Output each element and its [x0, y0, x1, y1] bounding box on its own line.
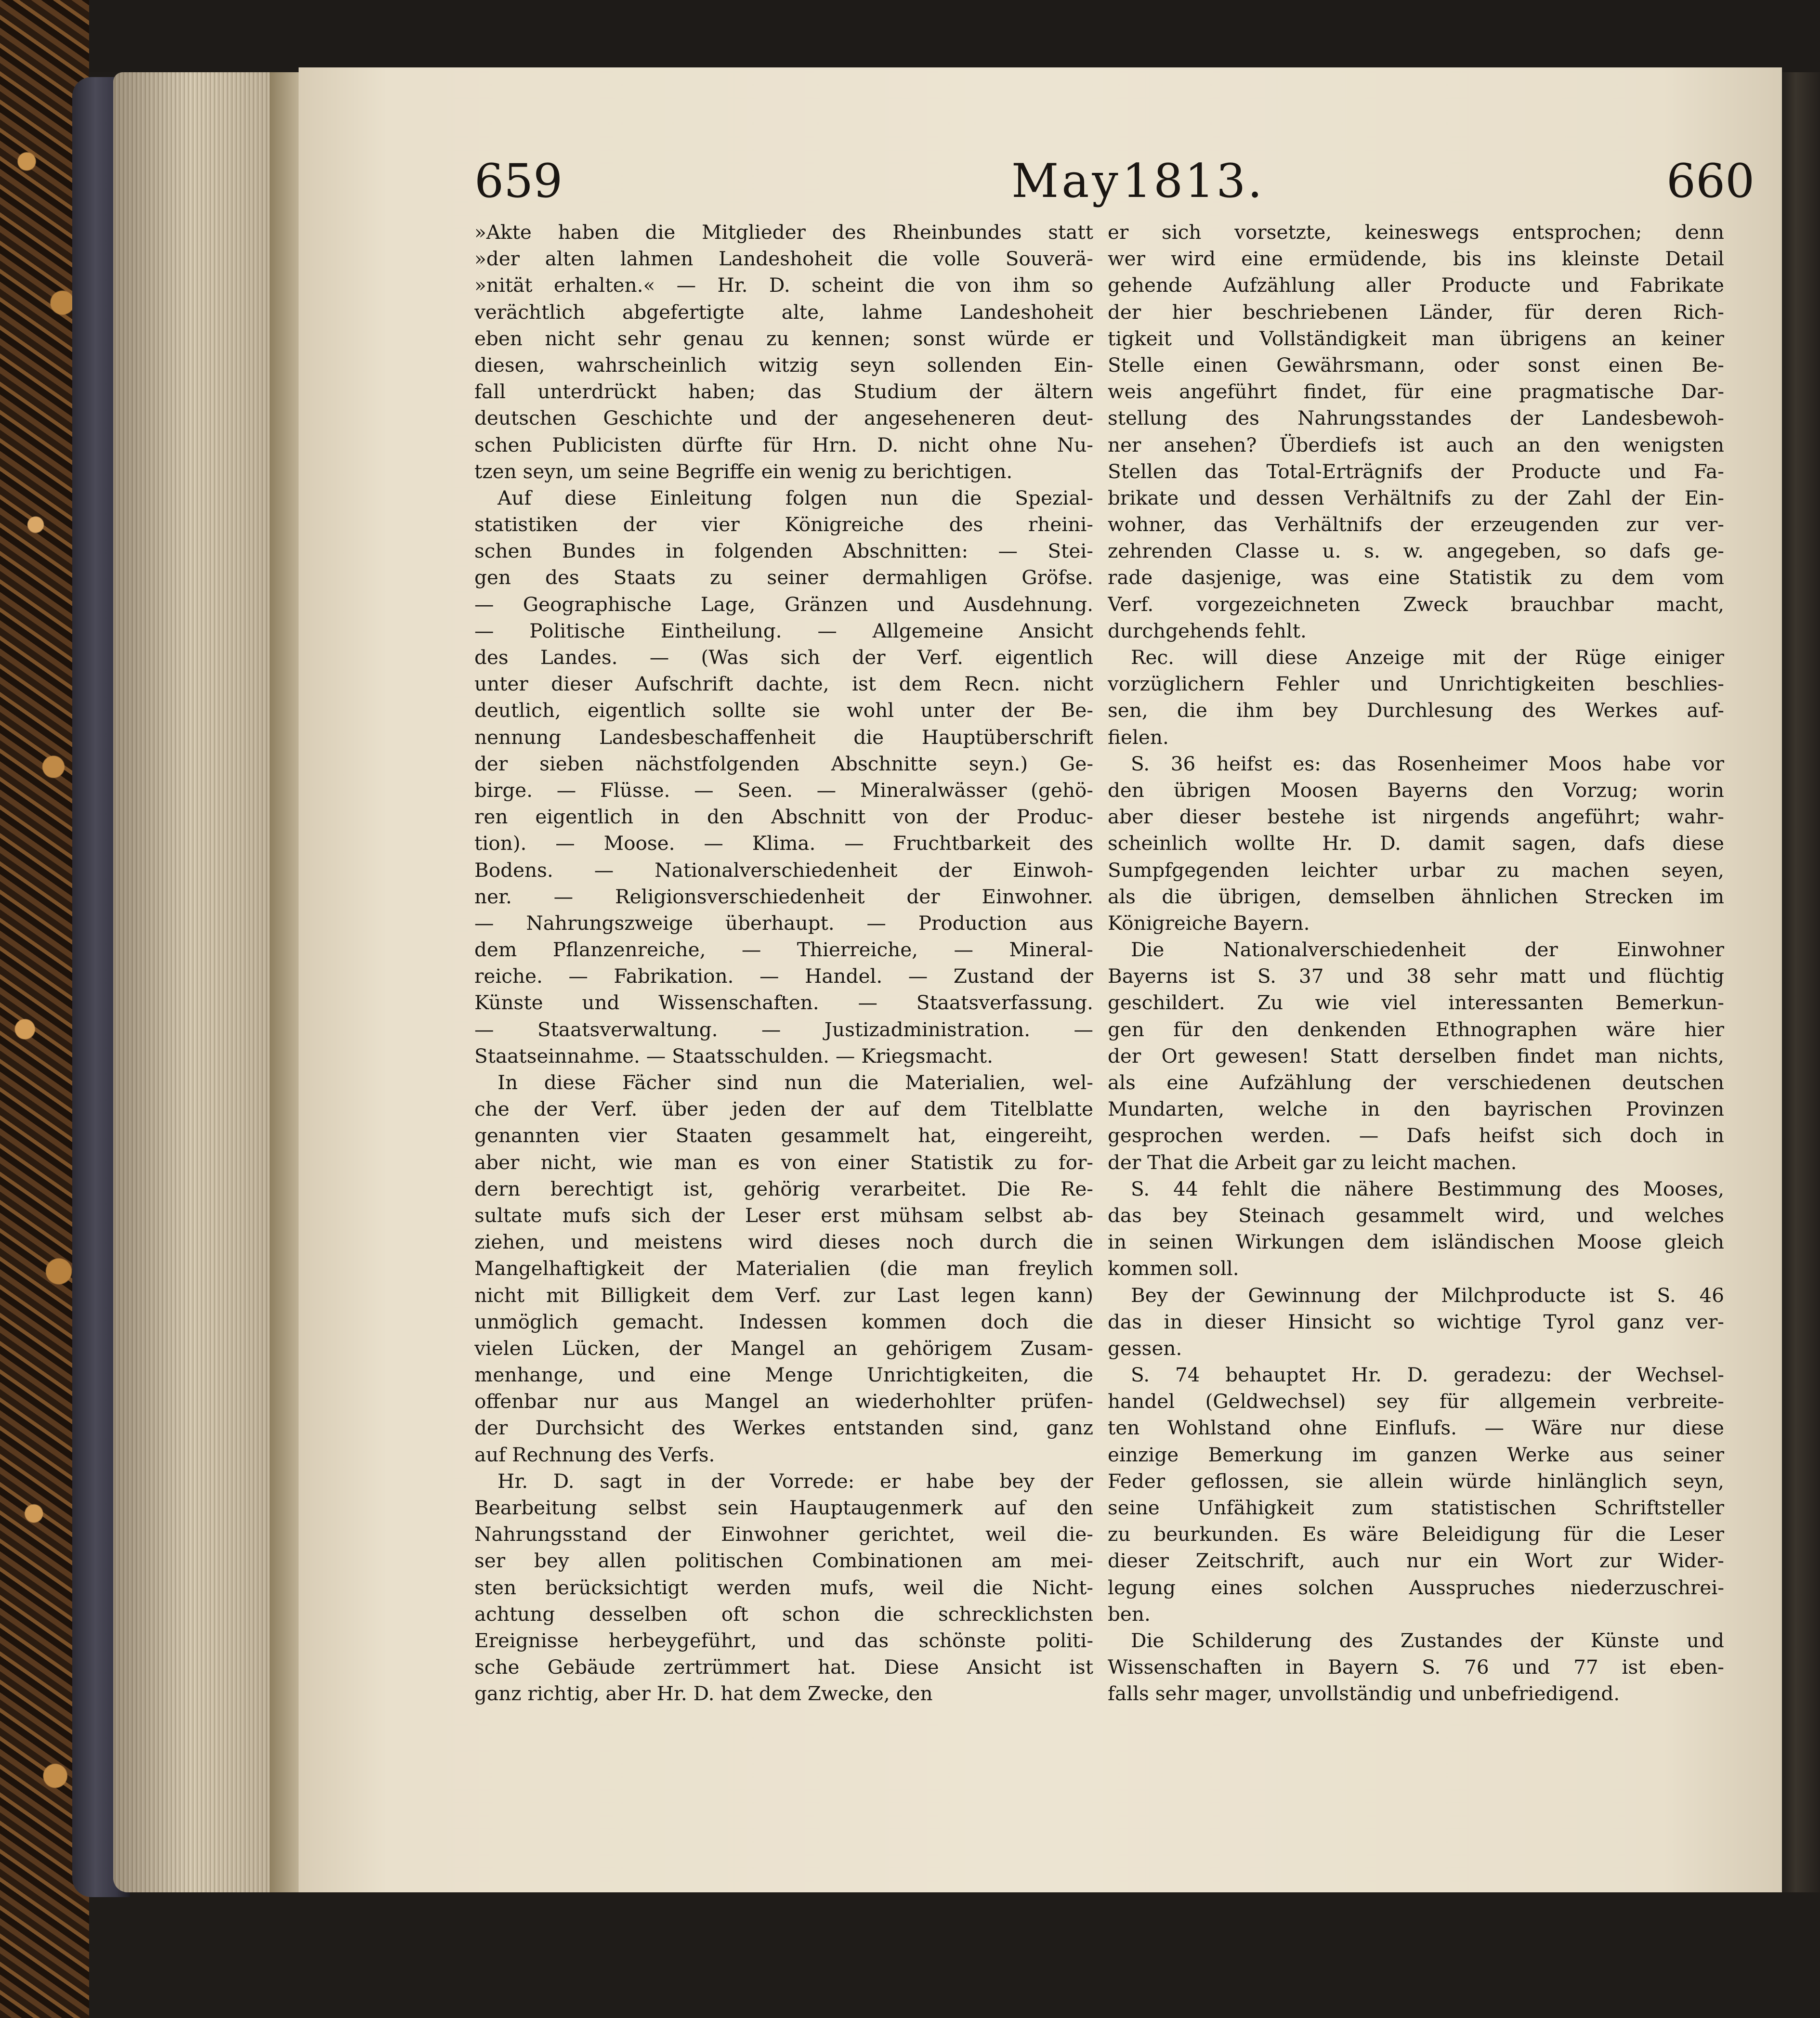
text-line: Die Schilderung des Zustandes der Künste und [1131, 1628, 1724, 1652]
text-line: aber dieser bestehe ist nirgends angeführt; wahr- [1108, 805, 1724, 829]
text-line: Die Nationalverschiedenheit der Einwohner [1131, 938, 1724, 962]
text-line: statistiken der vier Königreiche des rheini- [474, 513, 1093, 536]
right-page-edge [1780, 72, 1820, 1892]
text-line: deutlich, eigentlich sollte sie wohl unter der Be- [474, 699, 1093, 722]
text-line: tion). — Moose. — Klima. — Fruchtbarkeit des [474, 832, 1093, 855]
text-line: genannten vier Staaten gesammelt hat, eingereiht, [474, 1124, 1093, 1147]
text-line: unter dieser Aufschrift dachte, ist dem Recn. nicht [474, 672, 1093, 696]
header-year: 1813. [1122, 154, 1264, 208]
text-line: ren eigentlich in den Abschnitt von der Produc- [474, 805, 1093, 829]
text-line: Staatseinnahme. — Staatsschulden. — Kriegsmacht. [474, 1044, 993, 1068]
text-line: »nität erhalten.« — Hr. D. scheint die von ihm so [474, 273, 1093, 297]
text-line: wer wird eine ermüdende, bis ins kleinste Detail [1108, 247, 1724, 271]
text-line: des Landes. — (Was sich der Verf. eigentlich [474, 646, 1093, 669]
text-line: sen, die ihm bey Durchlesung des Werkes auf- [1108, 699, 1724, 722]
text-line: der Durchsicht des Werkes entstanden sind, ganz [474, 1416, 1093, 1440]
text-line: scheinlich wollte Hr. D. damit sagen, dafs diese [1108, 832, 1724, 855]
text-line: nennung Landesbeschaffenheit die Hauptüberschrift [474, 725, 1093, 749]
text-line: stellung des Nahrungsstandes der Landesbewoh- [1108, 406, 1724, 430]
text-line: S. 36 heifst es: das Rosenheimer Moos habe vor [1131, 752, 1724, 775]
text-line: sche Gebäude zertrümmert hat. Diese Ansicht ist [474, 1655, 1093, 1679]
text-line: fielen. [1108, 725, 1169, 749]
text-line: — Politische Eintheilung. — Allgemeine Ansicht [474, 619, 1093, 642]
text-line: gen des Staats zu seiner dermahligen Gröfse. [474, 566, 1093, 589]
text-line: als die übrigen, demselben ähnlichen Strecken im [1108, 885, 1724, 908]
text-line: gehende Aufzählung aller Producte und Fabrikate [1108, 273, 1724, 297]
text-line: weis angeführt findet, für eine pragmatische Dar- [1108, 380, 1724, 404]
text-line: gen für den denkenden Ethnographen wäre hier [1108, 1017, 1724, 1041]
text-line: Wissenschaften in Bayern S. 76 und 77 ist eben- [1108, 1655, 1724, 1679]
text-line: sultate mufs sich der Leser erst mühsam selbst ab- [474, 1203, 1093, 1227]
text-line: Hr. D. sagt in der Vorrede: er habe bey der [498, 1469, 1093, 1493]
text-line: — Staatsverwaltung. — Justizadministration. — [474, 1017, 1093, 1041]
text-line: schen Bundes in folgenden Abschnitten: — Stei- [474, 539, 1093, 563]
text-line: zehrenden Classe u. s. w. angegeben, so dafs ge- [1108, 539, 1724, 563]
text-line: ner ansehen? Überdiefs ist auch an den wenigsten [1108, 433, 1724, 456]
text-line: S. 44 fehlt die nähere Bestimmung des Mooses, [1131, 1177, 1724, 1200]
text-line: vorzüglichern Fehler und Unrichtigkeiten beschlies- [1108, 672, 1724, 696]
text-line: legung eines solchen Ausspruches niederzuschrei- [1108, 1575, 1724, 1599]
text-line: Bey der Gewinnung der Milchproducte ist S. 46 [1131, 1283, 1724, 1307]
text-line: ben. [1108, 1602, 1151, 1626]
text-line: fall unterdrückt haben; das Studium der ältern [474, 380, 1093, 404]
text-line: seine Unfähigkeit zum statistischen Schriftsteller [1108, 1496, 1724, 1519]
page-number-right: 660 [1666, 154, 1755, 208]
header-month: May [1011, 154, 1121, 208]
text-line: den übrigen Moosen Bayerns den Vorzug; worin [1108, 778, 1724, 802]
text-line: menhange, und eine Menge Unrichtigkeiten, die [474, 1363, 1093, 1387]
text-line: Nahrungsstand der Einwohner gerichtet, weil die- [474, 1523, 1093, 1546]
text-line: diesen, wahrscheinlich witzig seyn sollenden Ein- [474, 353, 1093, 377]
text-line: rade dasjenige, was eine Statistik zu dem vom [1108, 566, 1724, 589]
text-line: offenbar nur aus Mangel an wiederhohlter prüfen- [474, 1390, 1093, 1413]
text-line: gesprochen werden. — Dafs heifst sich doch in [1108, 1124, 1724, 1147]
text-line: Verf. vorgezeichneten Zweck brauchbar macht, [1108, 592, 1724, 616]
text-column-left [474, 219, 1093, 1707]
text-line: ganz richtig, aber Hr. D. hat dem Zwecke, den [474, 1682, 933, 1706]
text-line: Stellen das Total-Erträgnifs der Producte und Fa- [1108, 459, 1724, 483]
text-line: als eine Aufzählung der verschiedenen deutschen [1108, 1071, 1724, 1094]
text-line: tigkeit und Vollständigkeit man übrigens an keiner [1108, 326, 1724, 350]
text-line: Mangelhaftigkeit der Materialien (die man freylich [474, 1257, 1093, 1280]
text-line: dieser Zeitschrift, auch nur ein Wort zur Wider- [1108, 1549, 1724, 1573]
text-line: achtung desselben oft schon die schrecklichsten [474, 1602, 1093, 1626]
text-line: der sieben nächstfolgenden Abschnitte seyn.) Ge- [474, 752, 1093, 775]
text-line: aber nicht, wie man es von einer Statistik zu for- [474, 1150, 1093, 1174]
running-header [0, 154, 1820, 217]
text-line: tzen seyn, um seine Begriffe ein wenig zu berichtigen. [474, 459, 1013, 483]
text-line: Sumpfgegenden leichter urbar zu machen seyen, [1108, 858, 1724, 882]
text-line: durchgehends fehlt. [1108, 619, 1307, 642]
text-line: »der alten lahmen Landeshoheit die volle Souverä- [474, 247, 1093, 271]
text-line: Auf diese Einleitung folgen nun die Spezial- [498, 486, 1093, 509]
text-line: unmöglich gemacht. Indessen kommen doch die [474, 1310, 1093, 1333]
text-line: dem Pflanzenreiche, — Thierreiche, — Mineral- [474, 938, 1093, 962]
text-column-right [1108, 219, 1724, 1707]
text-line: vielen Lücken, der Mangel an gehörigem Zusam- [474, 1336, 1093, 1360]
text-line: brikate und dessen Verhältnifs zu der Zahl der Ein- [1108, 486, 1724, 509]
page-number-left: 659 [474, 154, 563, 208]
text-line: das bey Steinach gesammelt wird, und welches [1108, 1203, 1724, 1227]
text-line: gessen. [1108, 1336, 1182, 1360]
text-line: verächtlich abgefertigte alte, lahme Landeshoheit [474, 300, 1093, 324]
text-line: geschildert. Zu wie viel interessanten Bemerkun- [1108, 991, 1724, 1015]
text-line: kommen soll. [1108, 1257, 1239, 1280]
background-top [72, 0, 1820, 72]
text-line: Königreiche Bayern. [1108, 911, 1310, 935]
text-line: Künste und Wissenschaften. — Staatsverfassung. [474, 991, 1093, 1015]
text-line: ten Wohlstand ohne Einflufs. — Wäre nur diese [1108, 1416, 1724, 1440]
text-line: der Ort gewesen! Statt derselben findet man nichts, [1108, 1044, 1724, 1068]
text-line: ser bey allen politischen Combinationen am mei- [474, 1549, 1093, 1573]
text-line: in seinen Wirkungen dem isländischen Moose gleich [1108, 1230, 1724, 1254]
text-line: nicht mit Billigkeit dem Verf. zur Last legen kann) [474, 1283, 1093, 1307]
text-line: — Geographische Lage, Gränzen und Ausdehnung. [474, 592, 1093, 616]
text-line: einzige Bemerkung im ganzen Werke aus seiner [1108, 1443, 1724, 1466]
text-line: ner. — Religionsverschiedenheit der Einwohner. [474, 885, 1093, 908]
text-line: reiche. — Fabrikation. — Handel. — Zustand der [474, 964, 1093, 988]
text-line: che der Verf. über jeden der auf dem Titelblatte [474, 1097, 1093, 1121]
text-line: das in dieser Hinsicht so wichtige Tyrol ganz ver- [1108, 1310, 1724, 1333]
text-line: zu beurkunden. Es wäre Beleidigung für die Leser [1108, 1523, 1724, 1546]
text-line: der hier beschriebenen Länder, für deren Rich- [1108, 300, 1724, 324]
text-line: Bodens. — Nationalverschiedenheit der Einwoh- [474, 858, 1093, 882]
text-line: deutschen Geschichte und der angeseheneren deut- [474, 406, 1093, 430]
text-line: dern berechtigt ist, gehörig verarbeitet. Die Re- [474, 1177, 1093, 1200]
text-line: Bearbeitung selbst sein Hauptaugenmerk auf den [474, 1496, 1093, 1519]
text-line: Bayerns ist S. 37 und 38 sehr matt und flüchtig [1108, 964, 1724, 988]
text-line: birge. — Flüsse. — Seen. — Mineralwässer (gehö- [474, 778, 1093, 802]
text-line: er sich vorsetzte, keineswegs entsprochen; denn [1108, 221, 1724, 244]
text-line: falls sehr mager, unvollständig und unbefriedigend. [1108, 1682, 1620, 1706]
text-line: sten berücksichtigt werden mufs, weil die Nicht- [474, 1575, 1093, 1599]
text-line: »Akte haben die Mitglieder des Rheinbundes statt [474, 221, 1093, 244]
text-line: In diese Fächer sind nun die Materialien, wel- [498, 1071, 1093, 1094]
text-line: schen Publicisten dürfte für Hrn. D. nicht ohne Nu- [474, 433, 1093, 456]
text-line: Feder geflossen, sie allein würde hinlänglich seyn, [1108, 1469, 1724, 1493]
text-line: Ereignisse herbeygeführt, und das schönste politi- [474, 1628, 1093, 1652]
text-line: handel (Geldwechsel) sey für allgemein verbreite- [1108, 1390, 1724, 1413]
text-line: Rec. will diese Anzeige mit der Rüge einiger [1131, 646, 1724, 669]
text-line: S. 74 behauptet Hr. D. geradezu: der Wechsel- [1131, 1363, 1724, 1387]
text-line: auf Rechnung des Verfs. [474, 1443, 715, 1466]
text-line: eben nicht sehr genau zu kennen; sonst würde er [474, 326, 1093, 350]
text-line: ziehen, und meistens wird dieses noch durch die [474, 1230, 1093, 1254]
text-line: Mundarten, welche in den bayrischen Provinzen [1108, 1097, 1724, 1121]
text-line: wohner, das Verhältnifs der erzeugenden zur ver- [1108, 513, 1724, 536]
text-line: — Nahrungszweige überhaupt. — Production aus [474, 911, 1093, 935]
text-line: der That die Arbeit gar zu leicht machen. [1108, 1150, 1517, 1174]
text-line: Stelle einen Gewährsmann, oder sonst einen Be- [1108, 353, 1724, 377]
